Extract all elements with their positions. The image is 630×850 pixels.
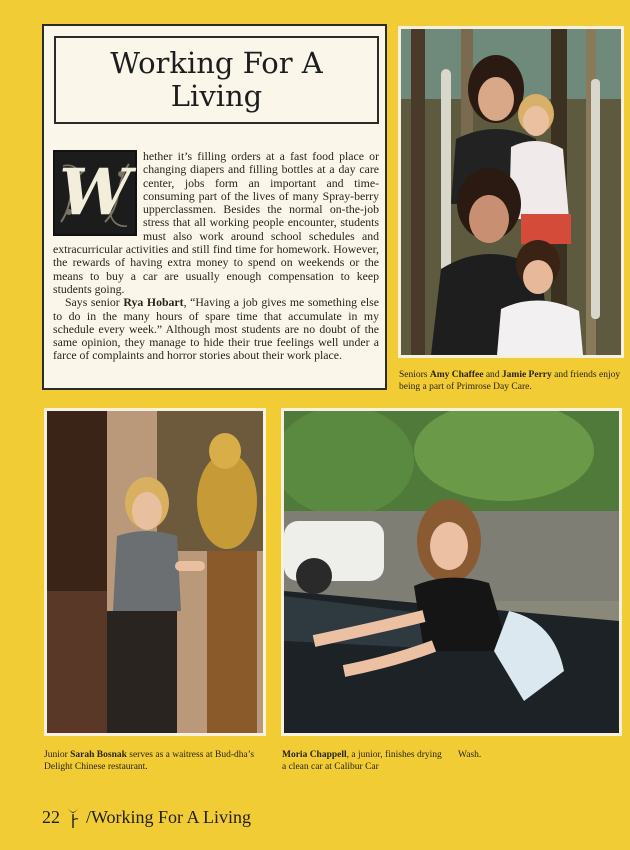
carwash-photo <box>281 408 622 736</box>
restaurant-photo-image <box>47 411 263 733</box>
page-number: 22 <box>42 806 60 827</box>
daycare-photo <box>398 26 624 358</box>
title-box <box>54 36 379 124</box>
restaurant-caption-pre: Junior <box>44 750 71 760</box>
restaurant-caption-name: Sarah Bosnak <box>70 750 127 760</box>
carwash-caption <box>282 750 448 773</box>
carwash-caption-post: , a junior, finishes drying a clean car at Calibur Car <box>282 750 442 772</box>
footer-title: /Working For A Living <box>86 806 252 827</box>
restaurant-caption-post: serves as a waitress at Bud-dha’s Delight Chinese restaurant. <box>44 750 255 772</box>
daycare-caption-name1: Amy Chaffee <box>429 370 484 380</box>
daycare-caption-post: and friends enjoy being a part of Primrose Day Care. <box>399 370 621 392</box>
daycare-photo-image <box>401 29 621 355</box>
dropcap-letter: W <box>59 155 131 231</box>
paragraph-2 <box>53 296 379 362</box>
carwash-caption-name: Moria Chappell <box>282 750 347 760</box>
carwash-photo-image <box>284 411 619 733</box>
daycare-caption <box>399 370 627 393</box>
paragraph-1-text: hether it’s filling orders at a fast food place or changing diapers and filling bottles at a day care center, jobs form an important and time-consuming part of the lives of many Spray-berry upperclassmen. Besides the normal on-the-job stress that all working people encounter, students must also work around school schedules and extracurricular activities and still find time for homework. However, the rewards of having extra money to spend on weekends or the means to buy a car are usually enough compensation to keep students going. <box>53 149 379 296</box>
article-panel <box>42 24 387 390</box>
rose-icon <box>66 806 80 828</box>
page-title: Working For A Living <box>110 46 323 113</box>
quoted-student-name: Rya Hobart <box>123 295 184 310</box>
paragraph-2-start: Says senior <box>65 295 124 310</box>
restaurant-caption <box>44 750 270 773</box>
restaurant-photo <box>44 408 266 736</box>
article-body <box>53 150 379 363</box>
daycare-caption-name2: Jamie Perry <box>501 370 552 380</box>
dropcap <box>53 150 137 236</box>
paragraph-2-rest: , “Having a job gives me something else to do in the many hours of spare time that accumulate in my schedule every week.” Although most students are no doubt of the same opinion, they manage to hide their true feelings well under a farce of complaints and horror stories about their work place. <box>53 295 379 363</box>
daycare-caption-pre: Seniors <box>399 370 430 380</box>
daycare-caption-mid: and <box>483 370 502 380</box>
carwash-caption-end: Wash. <box>458 750 482 760</box>
page-footer <box>42 802 251 832</box>
